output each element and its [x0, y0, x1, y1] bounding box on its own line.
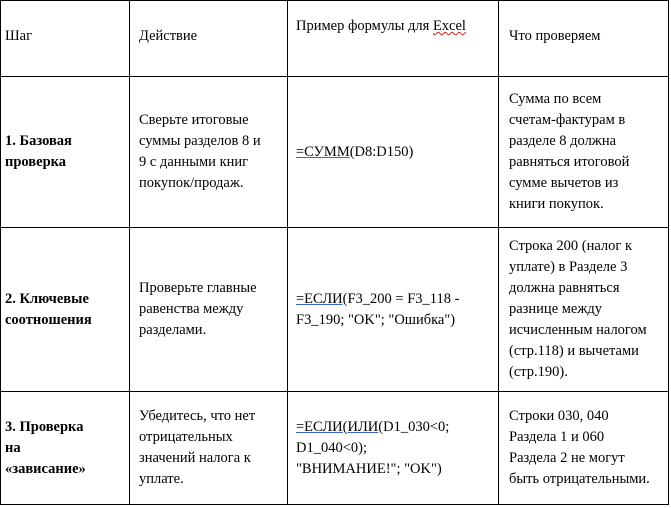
- header-formula-prefix: Пример формулы для: [296, 18, 433, 34]
- table-row: [1, 392, 669, 505]
- formula-function: =СУММ: [296, 143, 350, 160]
- row-check: Строка 200 (налог к уплате) в Разделе 3 должна равняться разнице между исчисленным налогом (стр.118) и вычетами (стр.190).: [499, 228, 669, 392]
- formula-arguments: (D1_030<0; D1_040<0); "ВНИМАНИЕ!"; "OK"): [296, 418, 450, 477]
- header-row: [1, 1, 669, 77]
- formula-function: =ЕСЛИ: [296, 418, 343, 435]
- header-formula: [288, 1, 499, 77]
- row-action: Сверьте итоговые суммы разделов 8 и 9 с данными книг покупок/продаж.: [130, 77, 288, 228]
- header-step: Шаг: [1, 1, 130, 77]
- row-step: 1. Базовая проверка: [1, 77, 130, 228]
- row-check: Сумма по всем счетам-фактурам в разделе 8 должна равняться итоговой сумме вычетов из книги покупок.: [499, 77, 669, 228]
- row-check: Строки 030, 040 Раздела 1 и 060 Раздела 2 не могут быть отрицательными.: [499, 392, 669, 505]
- header-formula-word: Excel: [432, 18, 466, 34]
- row-action: Убедитесь, что нет отрицательных значений налога к уплате.: [130, 392, 288, 505]
- row-formula: [288, 392, 499, 505]
- table-row: [1, 77, 669, 228]
- row-formula: [288, 77, 499, 228]
- header-check: Что проверяем: [499, 1, 669, 77]
- formula-function-or: (ИЛИ: [342, 418, 379, 435]
- formula-arguments: (F3_200 = F3_118 - F3_190; "OK"; "Ошибка"): [296, 290, 460, 328]
- table-row: [1, 228, 669, 392]
- row-step: 2. Ключевые соотношения: [1, 228, 130, 392]
- header-action: Действие: [130, 1, 288, 77]
- formula-arguments: (D8:D150): [349, 143, 414, 160]
- formula-function: =ЕСЛИ: [296, 290, 343, 307]
- row-step: 3. Проверка на «зависание»: [1, 392, 130, 505]
- row-action: Проверьте главные равенства между разделами.: [130, 228, 288, 392]
- row-formula: [288, 228, 499, 392]
